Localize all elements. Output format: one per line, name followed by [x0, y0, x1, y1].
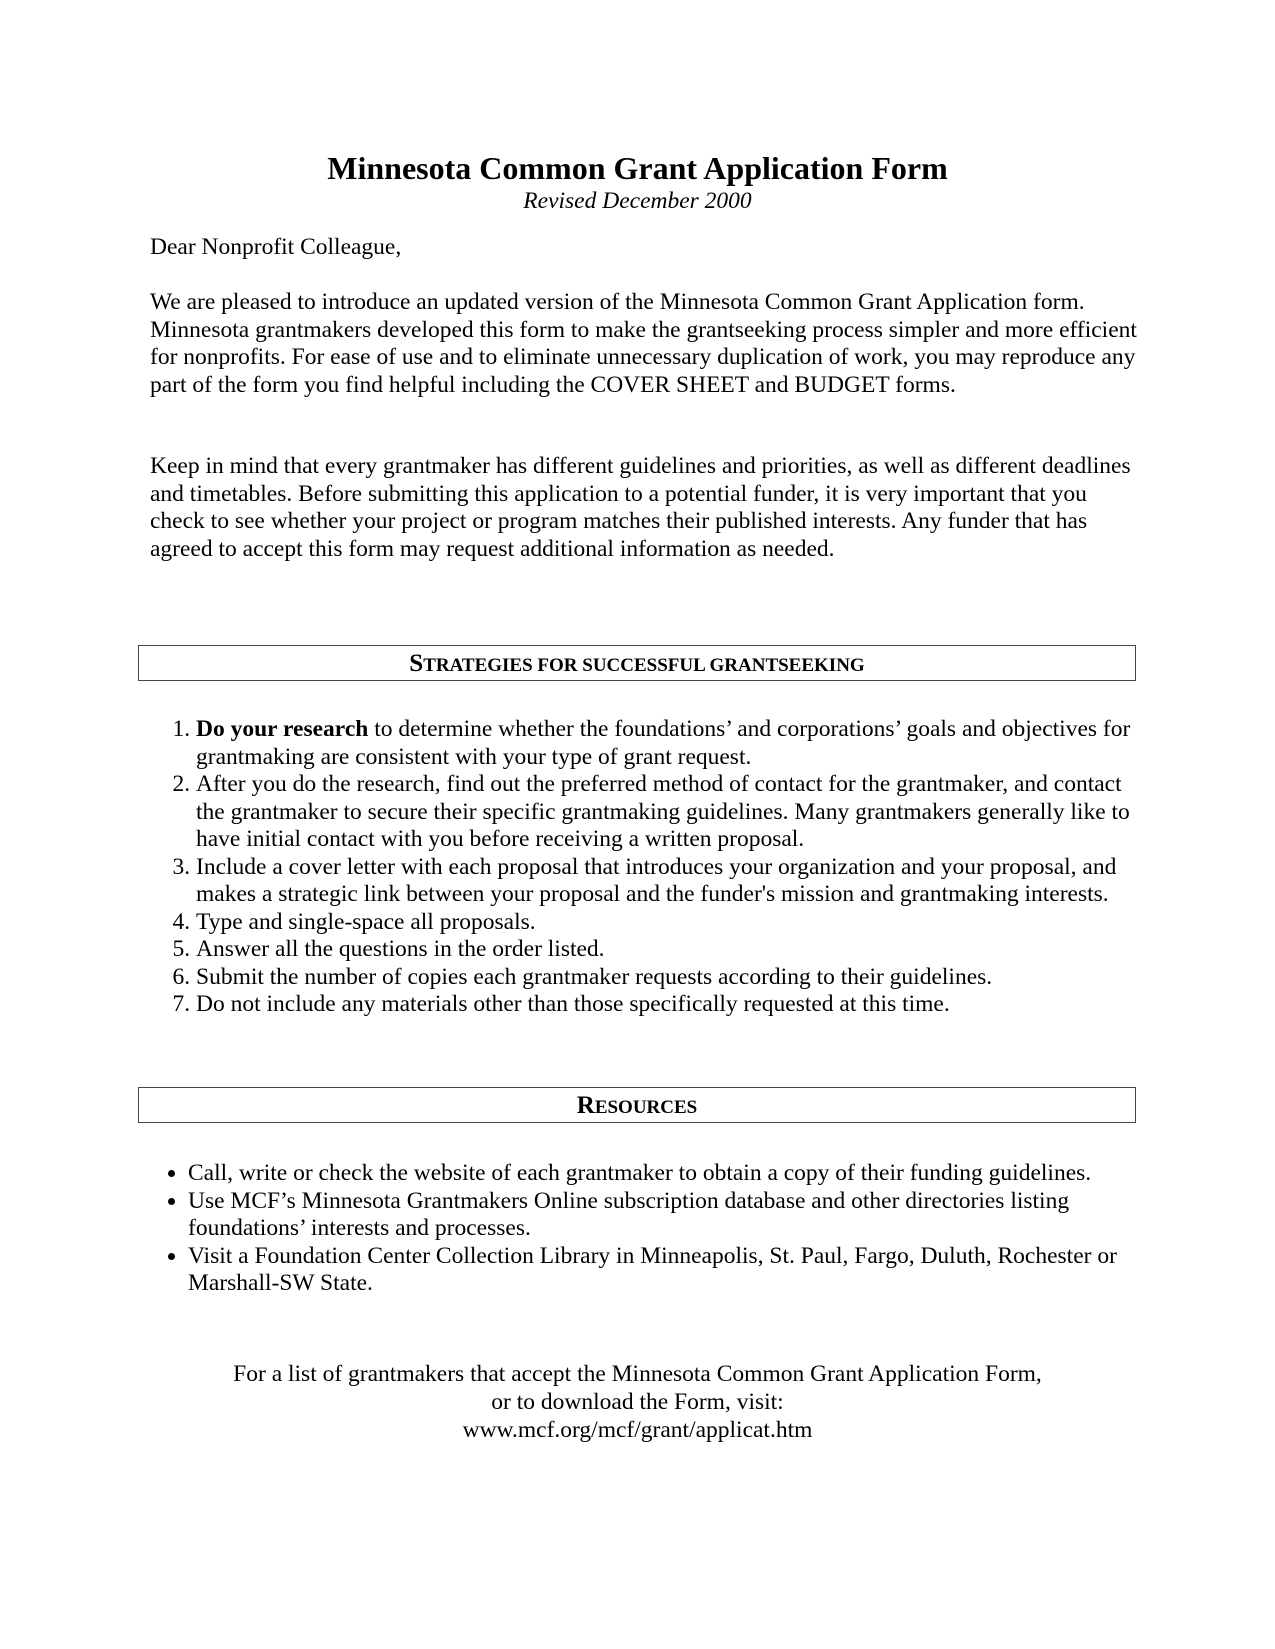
resource-item: • Visit a Foundation Center Collection Library in Minneapolis, St. Paul, Fargo, Duluth, Rochester or Marshall-SW State.	[188, 1243, 1148, 1298]
strategy-item: 4. Type and single-space all proposals.	[196, 909, 1156, 937]
strategies-heading	[138, 645, 1136, 681]
strategy-item: 2. After you do the research, find out the preferred method of contact for the grantmaker, and contact the grantmaker to secure their specific grantmaking guidelines. Many grantmakers generally like to have initial contact with you before receiving a written proposal.	[196, 771, 1156, 854]
strategies-heading-rest: TRATEGIES FOR SUCCESSFUL GRANTSEEKING	[423, 655, 865, 676]
strategy-item: 6. Submit the number of copies each grantmaker requests according to their guidelines.	[196, 964, 1156, 992]
closing-line: or to download the Form, visit:	[491, 1389, 784, 1415]
strategy-item: 7. Do not include any materials other than those specifically requested at this time.	[196, 991, 1156, 1019]
strategies-list	[150, 716, 1156, 1019]
strategy-item-bold: Do your research	[196, 716, 369, 742]
closing-note	[0, 1360, 1275, 1444]
page-subtitle: Revised December 2000	[523, 188, 752, 214]
resource-item: • Use MCF’s Minnesota Grantmakers Online subscription database and other directories listing foundations’ interests and processes.	[188, 1188, 1148, 1243]
resource-item: • Call, write or check the website of each grantmaker to obtain a copy of their funding guidelines.	[188, 1160, 1148, 1188]
strategy-item: 5. Answer all the questions in the order listed.	[196, 936, 1156, 964]
closing-line: For a list of grantmakers that accept the Minnesota Common Grant Application Form,	[233, 1361, 1042, 1387]
intro-paragraph: We are pleased to introduce an updated version of the Minnesota Common Grant Application form. Minnesota grantmakers developed this form to make the grantseeking process simpler and more efficient for nonprofits. For ease of use and to eliminate unnecessary duplication of work, you may reproduce any part of the form you find helpful including the COVER SHEET and BUDGET forms.	[150, 289, 1137, 398]
form-url: www.mcf.org/mcf/grant/applicat.htm	[462, 1417, 813, 1443]
salutation: Dear Nonprofit Colleague,	[150, 234, 402, 260]
resources-list	[150, 1160, 1148, 1298]
guidelines-paragraph: Keep in mind that every grantmaker has different guidelines and priorities, as well as different deadlines and timetables. Before submitting this application to a potential funder, it is very important that you check to see whether your project or program matches their published interests. Any funder that has agreed to accept this form may request additional information as needed.	[150, 453, 1131, 562]
resources-heading-rest: ESOURCES	[594, 1097, 698, 1118]
strategy-item-text: to determine whether the foundations’ and corporations’ goals and objectives for grantmaking are consistent with your type of grant request.	[196, 716, 1131, 770]
resources-heading	[138, 1087, 1136, 1123]
strategies-heading-initial: S	[409, 650, 424, 677]
strategy-item	[196, 716, 1156, 771]
strategy-item: 3. Include a cover letter with each proposal that introduces your organization and your proposal, and makes a strategic link between your proposal and the funder's mission and grantmaking interests.	[196, 854, 1156, 909]
page-title: Minnesota Common Grant Application Form	[327, 150, 948, 186]
resources-heading-initial: R	[576, 1092, 595, 1119]
